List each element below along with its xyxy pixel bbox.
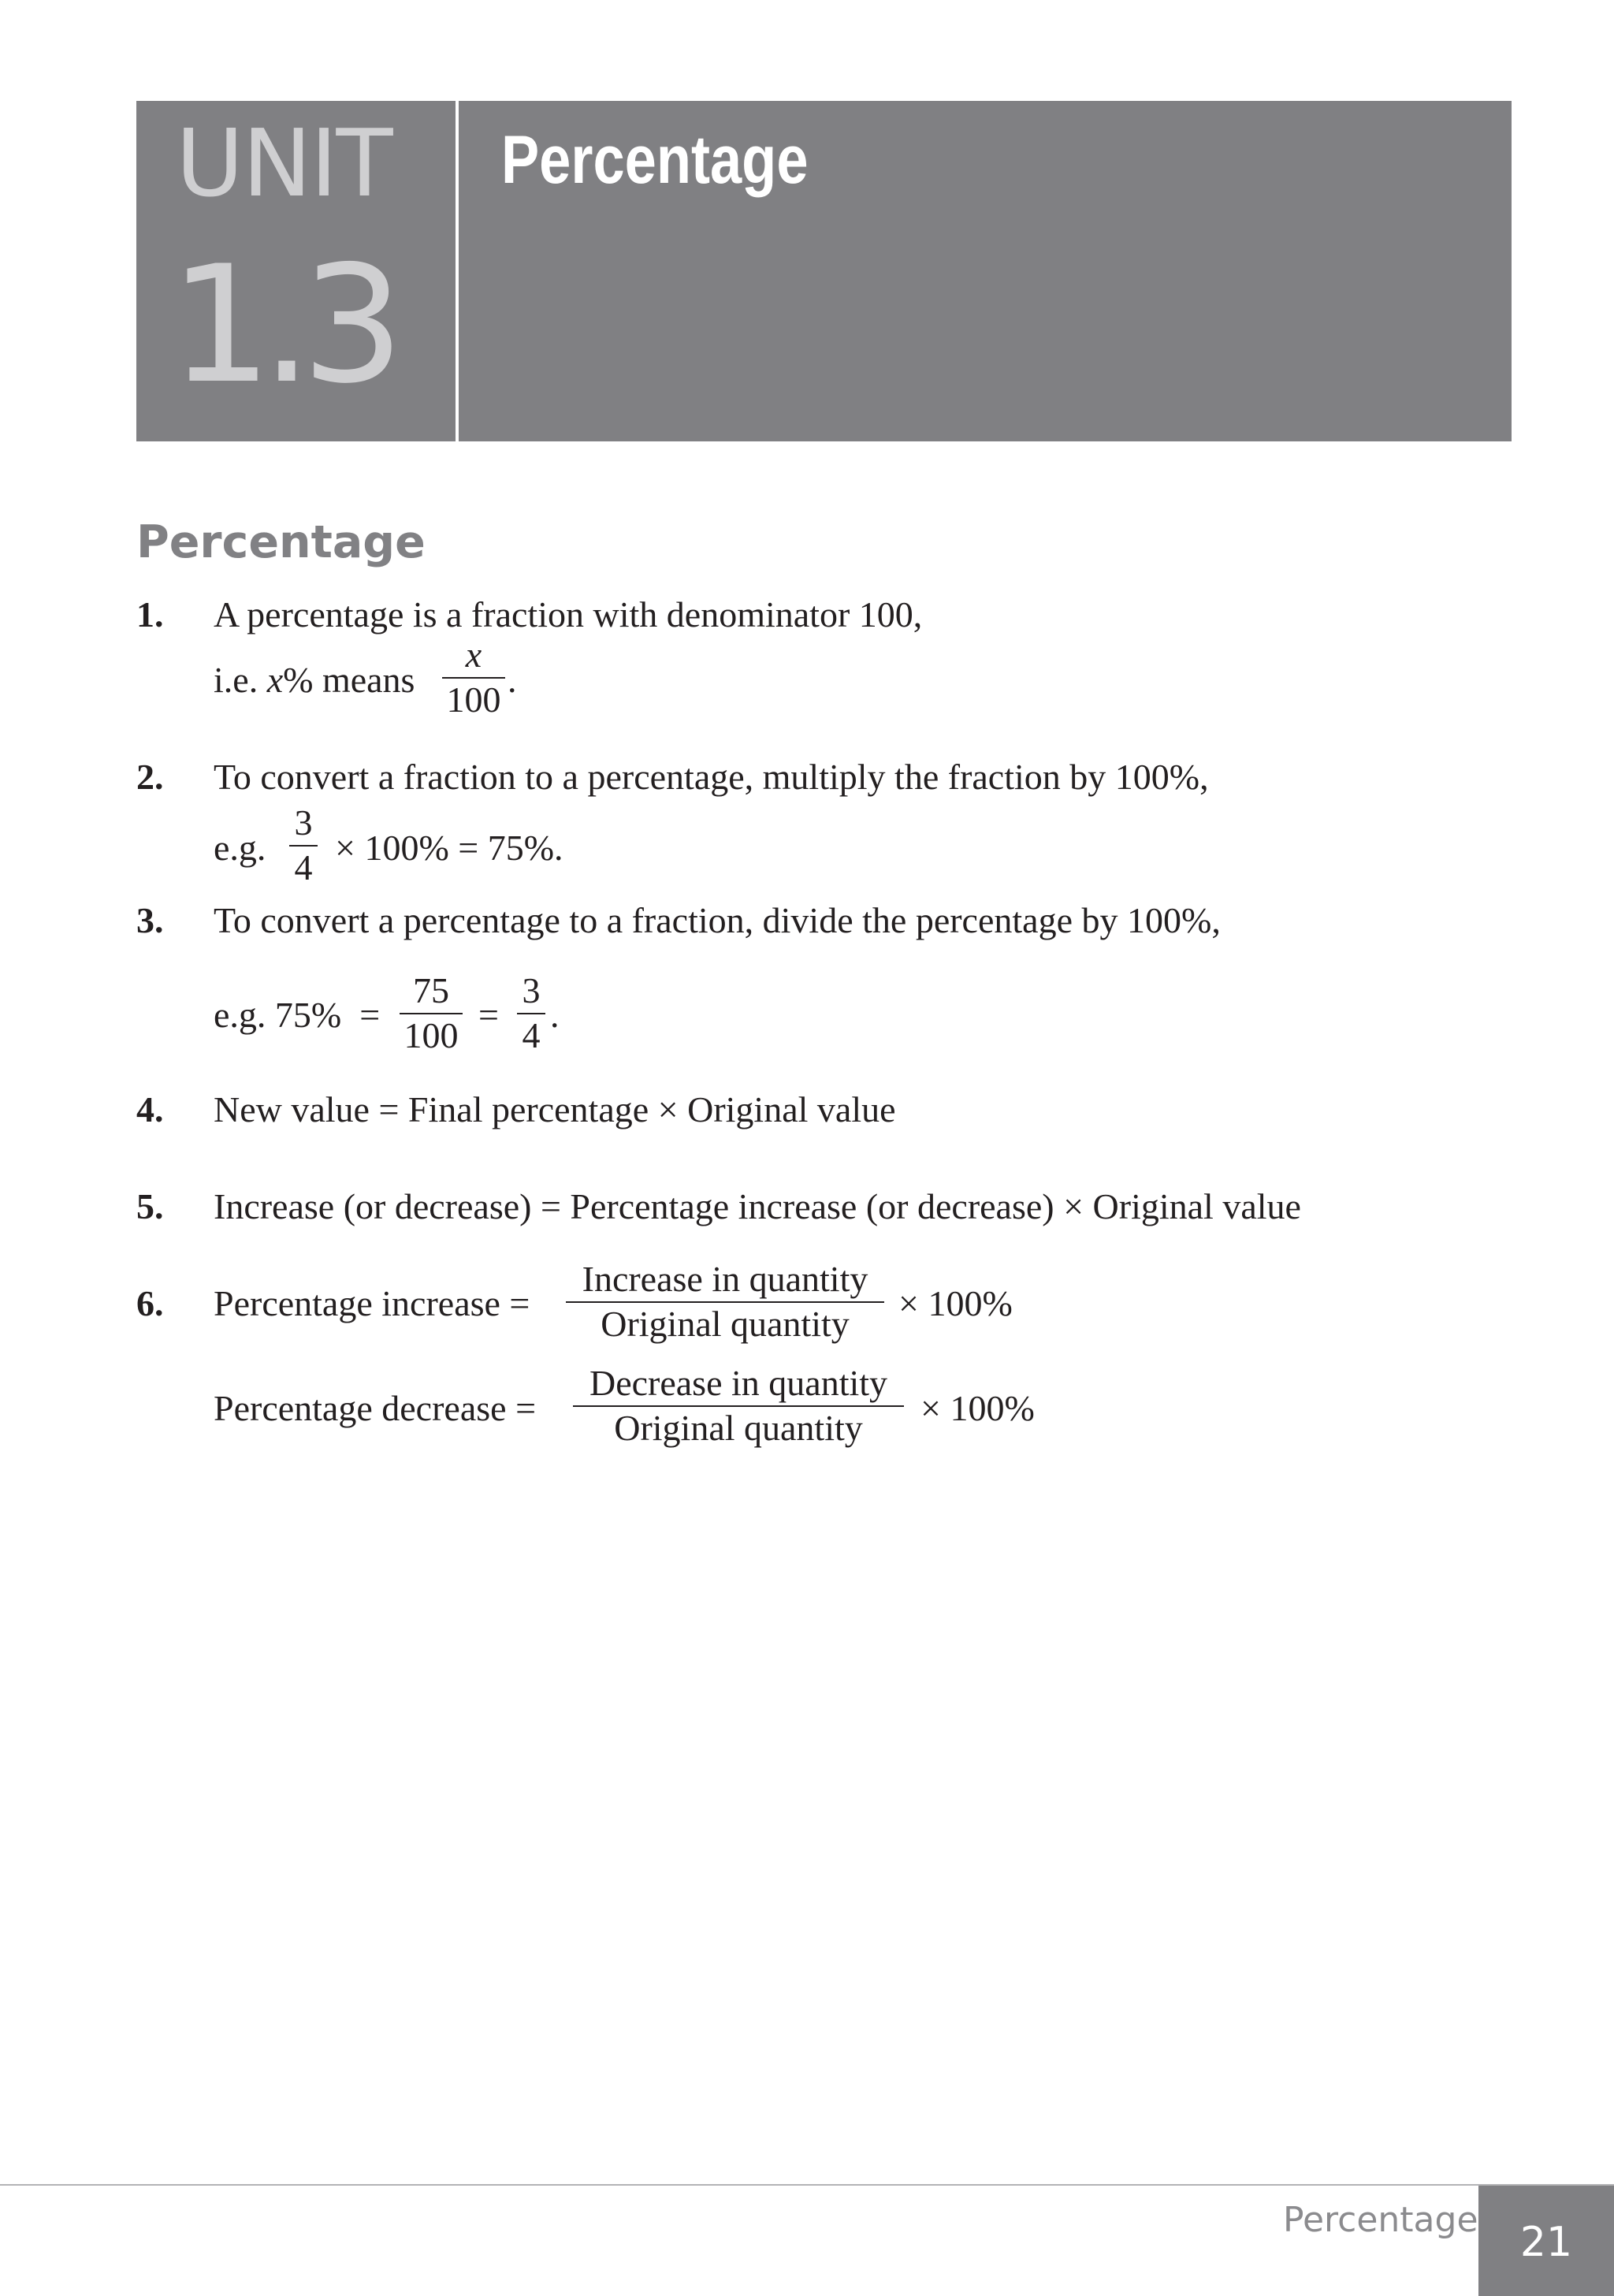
item-6-number: 6. — [136, 1283, 164, 1323]
unit-banner — [136, 101, 1512, 441]
page-number-box — [1478, 2186, 1614, 2296]
item-4-text: New value = Final percentage × Original value — [214, 1089, 896, 1129]
item-3-fraction-1 — [400, 970, 463, 1055]
fraction-bar — [400, 1013, 463, 1014]
percentage-increase-fraction — [566, 1261, 884, 1342]
item-3-equals: = — [478, 995, 499, 1035]
fraction-denominator: Original quantity — [601, 1304, 850, 1344]
item-1-line2 — [214, 662, 415, 698]
item-3-period: . — [550, 995, 560, 1035]
percentage-increase-label: Percentage increase = — [214, 1283, 530, 1323]
fraction-denominator: 100 — [404, 1015, 459, 1055]
item-1-number: 1. — [136, 594, 164, 634]
item-1-variable: x — [266, 660, 284, 700]
item-1-prefix: i.e. — [214, 660, 258, 700]
item-2-prefix: e.g. — [214, 828, 266, 868]
item-1-line1: A percentage is a fraction with denominator 100, — [214, 594, 923, 634]
fraction-numerator: 3 — [294, 802, 313, 843]
fraction-bar — [289, 845, 318, 847]
item-4-number: 4. — [136, 1089, 164, 1129]
item-2-number: 2. — [136, 757, 164, 797]
fraction-denominator: 4 — [294, 847, 313, 888]
fraction-bar — [566, 1301, 884, 1303]
unit-number: 1.3 — [169, 232, 394, 419]
item-2-line1: To convert a fraction to a percentage, multiply the fraction by 100%, — [214, 757, 1209, 797]
section-heading: Percentage — [136, 516, 426, 568]
fraction-bar — [573, 1405, 904, 1407]
fraction-numerator: Decrease in quantity — [589, 1363, 888, 1403]
footer-rule — [0, 2184, 1614, 2186]
item-3-prefix: e.g. 75% = — [214, 995, 381, 1035]
item-1-fraction — [442, 634, 505, 720]
percentage-increase-tail: × 100% — [898, 1283, 1013, 1323]
fraction-bar — [517, 1013, 545, 1014]
percentage-decrease-label: Percentage decrease = — [214, 1388, 537, 1428]
fraction-numerator: x — [465, 634, 482, 675]
fraction-denominator: 100 — [446, 679, 501, 720]
fraction-numerator: Increase in quantity — [582, 1259, 868, 1299]
item-3-number: 3. — [136, 900, 164, 940]
item-1-rest: % means — [283, 660, 415, 700]
unit-word: UNIT — [176, 109, 392, 218]
page-number: 21 — [1519, 2219, 1573, 2266]
fraction-numerator: 3 — [522, 970, 541, 1010]
unit-title: Percentage — [501, 122, 809, 198]
item-2-fraction — [289, 802, 318, 888]
fraction-bar — [442, 677, 505, 679]
fraction-denominator: 4 — [522, 1015, 541, 1055]
percentage-decrease-tail: × 100% — [920, 1388, 1035, 1428]
item-2-rest: × 100% = 75%. — [335, 828, 563, 868]
banner-divider — [456, 101, 459, 441]
percentage-decrease-fraction — [573, 1365, 904, 1446]
item-3-fraction-2 — [517, 970, 545, 1055]
fraction-numerator: 75 — [413, 970, 449, 1010]
item-5-text: Increase (or decrease) = Percentage increase (or decrease) × Original value — [214, 1186, 1301, 1226]
item-1-period: . — [508, 660, 517, 700]
footer-label: Percentage — [1283, 2200, 1478, 2240]
fraction-denominator: Original quantity — [614, 1408, 863, 1448]
item-5-number: 5. — [136, 1186, 164, 1226]
item-3-line1: To convert a percentage to a fraction, divide the percentage by 100%, — [214, 900, 1221, 940]
